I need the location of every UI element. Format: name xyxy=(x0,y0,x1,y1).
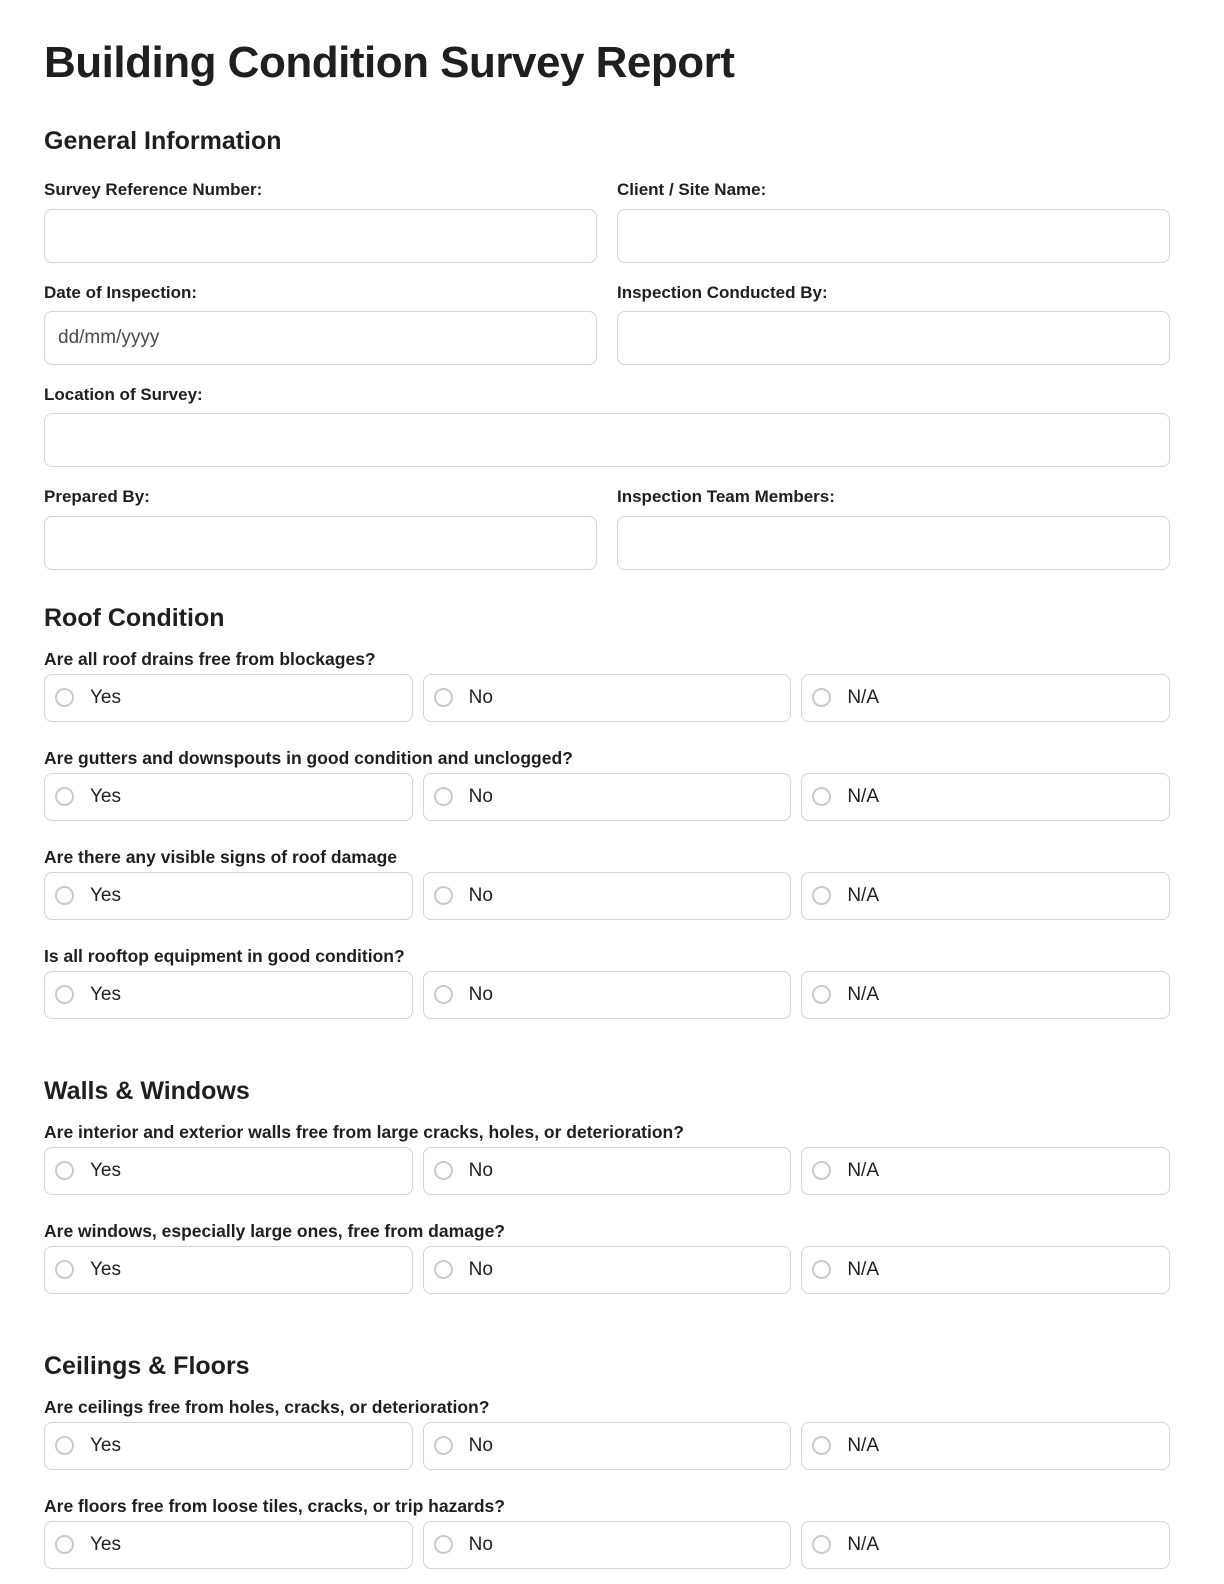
question-label: Are floors free from loose tiles, cracks, or trip hazards? xyxy=(44,1495,505,1516)
field-survey-reference-number xyxy=(44,180,597,262)
radio-icon xyxy=(434,787,453,806)
option-label: No xyxy=(468,1259,493,1281)
option-label: No xyxy=(468,687,493,709)
survey-reference-number-input[interactable] xyxy=(44,209,597,263)
question-roof-drains xyxy=(44,649,1170,722)
radio-option-yes[interactable] xyxy=(44,1521,413,1569)
radio-option-yes[interactable] xyxy=(44,971,413,1019)
options-row xyxy=(44,971,1170,1019)
section-heading-roof-condition: Roof Condition xyxy=(44,603,225,632)
option-label: Yes xyxy=(90,984,121,1006)
option-label: Yes xyxy=(90,786,121,808)
radio-icon xyxy=(434,688,453,707)
radio-icon xyxy=(812,985,831,1004)
radio-icon xyxy=(55,1436,74,1455)
radio-icon xyxy=(55,1260,74,1279)
radio-icon xyxy=(55,1161,74,1180)
option-label: N/A xyxy=(847,1435,880,1457)
radio-option-na[interactable] xyxy=(801,1521,1170,1569)
section-heading-walls-windows: Walls & Windows xyxy=(44,1076,250,1105)
prepared-by-input[interactable] xyxy=(44,516,597,570)
date-of-inspection-input[interactable] xyxy=(44,311,597,365)
radio-icon xyxy=(812,886,831,905)
option-label: N/A xyxy=(847,1534,880,1556)
field-client-site-name xyxy=(617,180,1170,262)
radio-icon xyxy=(55,787,74,806)
page-title: Building Condition Survey Report xyxy=(44,38,735,87)
question-label: Are gutters and downspouts in good condition and unclogged? xyxy=(44,747,573,768)
question-ceilings-holes xyxy=(44,1397,1170,1470)
radio-icon xyxy=(55,886,74,905)
question-floors-hazards xyxy=(44,1496,1170,1569)
option-label: N/A xyxy=(847,984,880,1006)
radio-icon xyxy=(812,1161,831,1180)
question-windows-damage xyxy=(44,1221,1170,1294)
radio-option-na[interactable] xyxy=(801,872,1170,920)
option-label: Yes xyxy=(90,1435,121,1457)
question-gutters-downspouts xyxy=(44,748,1170,821)
client-site-name-input[interactable] xyxy=(617,209,1170,263)
question-label: Are windows, especially large ones, free from damage? xyxy=(44,1220,505,1241)
option-label: Yes xyxy=(90,1160,121,1182)
field-label-client-site-name: Client / Site Name: xyxy=(617,180,767,200)
option-label: Yes xyxy=(90,687,121,709)
field-inspection-conducted-by xyxy=(617,283,1170,365)
radio-option-no[interactable] xyxy=(423,971,792,1019)
radio-icon xyxy=(812,787,831,806)
question-walls-cracks xyxy=(44,1122,1170,1195)
radio-option-no[interactable] xyxy=(423,674,792,722)
general-information-fields xyxy=(44,180,1170,590)
field-label-inspection-team-members: Inspection Team Members: xyxy=(617,487,835,507)
radio-option-na[interactable] xyxy=(801,1422,1170,1470)
radio-option-no[interactable] xyxy=(423,1147,792,1195)
radio-icon xyxy=(434,1436,453,1455)
radio-option-na[interactable] xyxy=(801,773,1170,821)
radio-option-na[interactable] xyxy=(801,674,1170,722)
option-label: N/A xyxy=(847,786,880,808)
radio-option-no[interactable] xyxy=(423,1422,792,1470)
options-row xyxy=(44,773,1170,821)
option-label: Yes xyxy=(90,1259,121,1281)
options-row xyxy=(44,872,1170,920)
option-label: N/A xyxy=(847,1259,880,1281)
section-heading-ceilings-floors: Ceilings & Floors xyxy=(44,1351,250,1380)
radio-option-yes[interactable] xyxy=(44,1246,413,1294)
radio-option-yes[interactable] xyxy=(44,872,413,920)
option-label: No xyxy=(468,885,493,907)
options-row xyxy=(44,1521,1170,1569)
radio-option-na[interactable] xyxy=(801,971,1170,1019)
radio-option-na[interactable] xyxy=(801,1147,1170,1195)
radio-option-yes[interactable] xyxy=(44,674,413,722)
question-label: Are there any visible signs of roof damage xyxy=(44,846,398,867)
radio-icon xyxy=(434,1161,453,1180)
radio-icon xyxy=(812,688,831,707)
question-roof-damage xyxy=(44,847,1170,920)
option-label: N/A xyxy=(847,687,880,709)
option-label: No xyxy=(468,1160,493,1182)
location-of-survey-input[interactable] xyxy=(44,413,1170,467)
option-label: No xyxy=(468,1534,493,1556)
field-label-survey-reference-number: Survey Reference Number: xyxy=(44,180,263,200)
options-row xyxy=(44,674,1170,722)
field-location-of-survey xyxy=(44,385,1170,467)
radio-icon xyxy=(434,1260,453,1279)
radio-option-no[interactable] xyxy=(423,1521,792,1569)
radio-icon xyxy=(434,985,453,1004)
inspection-team-members-input[interactable] xyxy=(617,516,1170,570)
question-rooftop-equipment xyxy=(44,946,1170,1019)
question-label: Are ceilings free from holes, cracks, or deterioration? xyxy=(44,1396,490,1417)
radio-option-na[interactable] xyxy=(801,1246,1170,1294)
radio-option-no[interactable] xyxy=(423,773,792,821)
field-date-of-inspection xyxy=(44,283,597,365)
radio-option-yes[interactable] xyxy=(44,1147,413,1195)
section-heading-general-information: General Information xyxy=(44,127,282,156)
question-label: Are all roof drains free from blockages? xyxy=(44,648,376,669)
option-label: No xyxy=(468,984,493,1006)
radio-icon xyxy=(55,688,74,707)
radio-icon xyxy=(55,1535,74,1554)
radio-icon xyxy=(812,1436,831,1455)
options-row xyxy=(44,1246,1170,1294)
question-label: Is all rooftop equipment in good condition? xyxy=(44,945,405,966)
option-label: Yes xyxy=(90,885,121,907)
radio-icon xyxy=(55,985,74,1004)
field-prepared-by xyxy=(44,487,597,569)
field-label-prepared-by: Prepared By: xyxy=(44,487,150,507)
radio-icon xyxy=(434,886,453,905)
options-row xyxy=(44,1147,1170,1195)
options-row xyxy=(44,1422,1170,1470)
option-label: No xyxy=(468,1435,493,1457)
question-label: Are interior and exterior walls free from large cracks, holes, or deterioration? xyxy=(44,1121,684,1142)
radio-option-no[interactable] xyxy=(423,872,792,920)
field-label-inspection-conducted-by: Inspection Conducted By: xyxy=(617,282,828,302)
field-label-date-of-inspection: Date of Inspection: xyxy=(44,282,198,302)
option-label: No xyxy=(468,786,493,808)
radio-option-yes[interactable] xyxy=(44,1422,413,1470)
field-label-location-of-survey: Location of Survey: xyxy=(44,385,203,405)
option-label: Yes xyxy=(90,1534,121,1556)
inspection-conducted-by-input[interactable] xyxy=(617,311,1170,365)
radio-option-no[interactable] xyxy=(423,1246,792,1294)
field-inspection-team-members xyxy=(617,487,1170,569)
radio-icon xyxy=(434,1535,453,1554)
radio-option-yes[interactable] xyxy=(44,773,413,821)
radio-icon xyxy=(812,1260,831,1279)
radio-icon xyxy=(812,1535,831,1554)
option-label: N/A xyxy=(847,885,880,907)
option-label: N/A xyxy=(847,1160,880,1182)
